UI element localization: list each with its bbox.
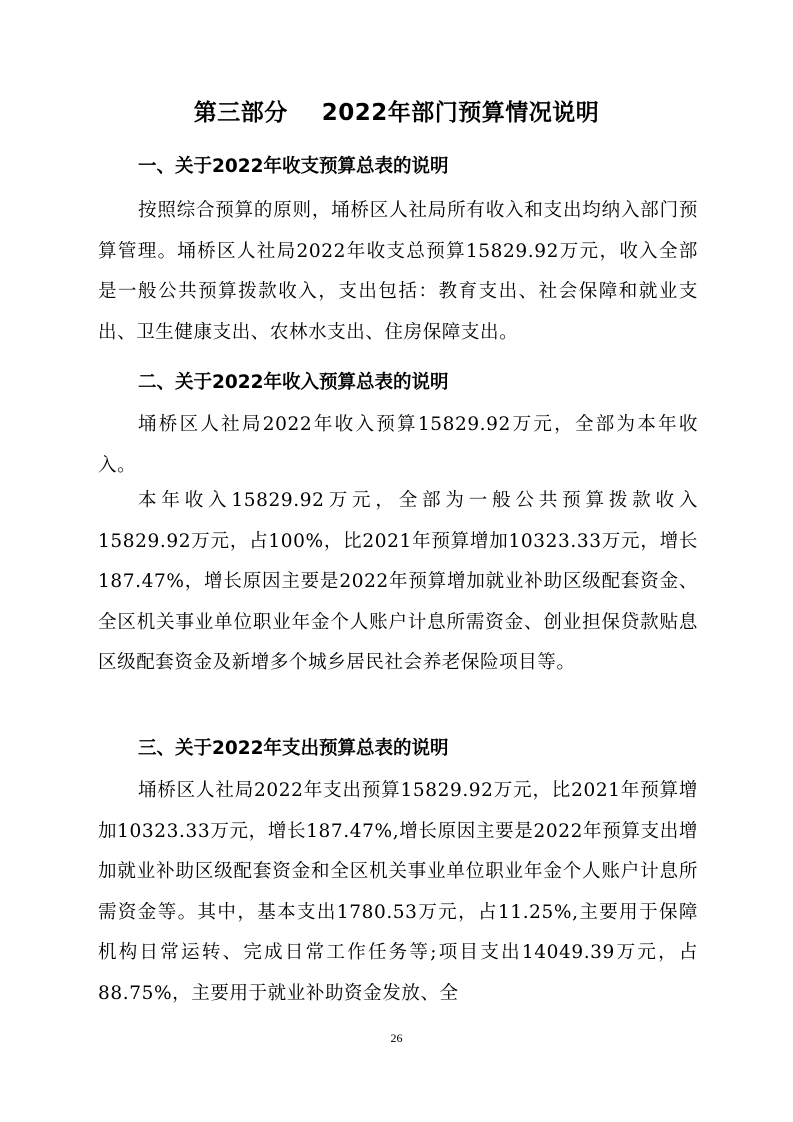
section-2-paragraph-2: 本年收入15829.92万元，全部为一般公共预算拨款收入15829.92万元，占100%，比2021年预算增加10323.33万元，增长187.47%，增长原因主要是2022年预算增加就业补助区级配套资金、全区机关事业单位职业年金个人账户计息所需资金、创业担保贷款贴息区级配套资金及新增多个城乡居民社会养老保险项目等。 [98,490,698,673]
section-heading-2: 二、关于2022年收入预算总表的说明 [138,372,449,393]
section-3-paragraph-1: 埇桥区人社局2022年支出预算15829.92万元，比2021年预算增加10323.33万元，增长187.47%,增长原因主要是2022年预算支出增加就业补助区级配套资金和全区机关事业单位职业年金个人账户计息所需资金等。其中，基本支出1780.53万元，占11.25%,主要用于保障机构日常运转、完成日常工作任务等;项目支出14049.39万元，占88.75%，主要用于就业补助资金发放、全 [98,780,698,1004]
section-heading-3: 三、关于2022年支出预算总表的说明 [138,738,449,759]
section-2-paragraph-1: 埇桥区人社局2022年收入预算15829.92万元，全部为本年收入。 [98,414,698,476]
section-1-paragraph-1: 按照综合预算的原则，埇桥区人社局所有收入和支出均纳入部门预算管理。埇桥区人社局2022年收支总预算15829.92万元，收入全部是一般公共预算拨款收入，支出包括：教育支出、社会保障和就业支出、卫生健康支出、农林水支出、住房保障支出。 [98,200,698,343]
page-number: 26 [390,1031,403,1045]
page-title: 第三部分 2022年部门预算情况说明 [193,100,600,126]
section-heading-1: 一、关于2022年收支预算总表的说明 [138,156,449,177]
